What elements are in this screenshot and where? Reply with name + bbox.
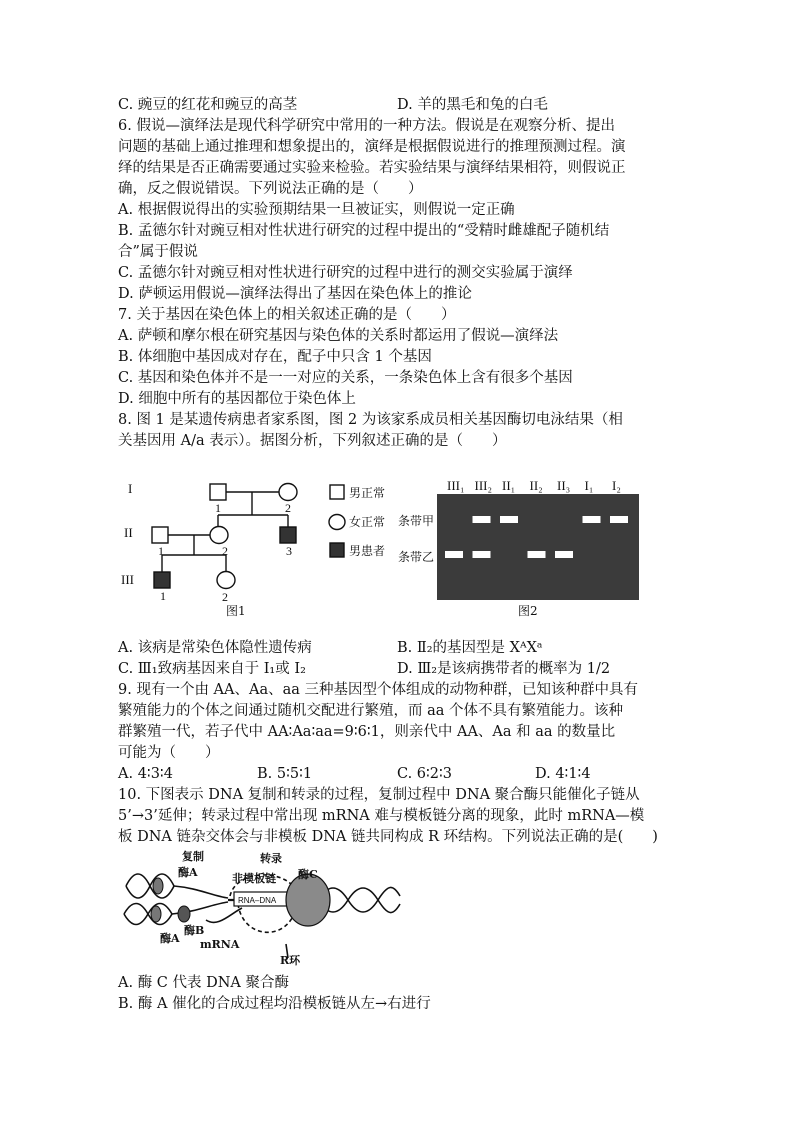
label-transcription: 转录 <box>260 852 282 865</box>
q8-option-a: A. 该病是常染色体隐性遗传病 <box>118 640 312 656</box>
dna-process-figure <box>118 848 408 966</box>
q5-option-d: D. 羊的黑毛和兔的白毛 <box>397 97 548 113</box>
q9-stem-line: 繁殖能力的个体之间通过随机交配进行繁殖，而 aa 个体不具有繁殖能力。该种 <box>118 703 624 719</box>
pedigree-ii3-affected-male <box>280 527 296 543</box>
q6-stem-line: 确，反之假说错误。下列说法正确的是（ ） <box>118 181 423 197</box>
q6-stem-line: 6. 假说—演绎法是现代科学研究中常用的一种方法。假说是在观察分析、提出 <box>118 118 615 134</box>
label-r-loop: R环 <box>280 954 301 966</box>
q9-stem-line: 可能为（ ） <box>118 745 220 761</box>
label-enzyme-b: 酶B <box>184 924 205 937</box>
enzyme-b <box>178 906 190 922</box>
q10-stem-line: 10. 下图表示 DNA 复制和转录的过程，复制过程中 DNA 聚合酶只能催化子链从 <box>118 787 640 803</box>
q7-option-a: A. 萨顿和摩尔根在研究基因与染色体的关系时都运用了假说—演绎法 <box>118 328 559 344</box>
q8-stem-line: 8. 图 1 是某遗传病患者家系图，图 2 为该家系成员相关基因酶切电泳结果（相 <box>118 412 623 428</box>
q9-stem-line: 9. 现有一个由 AA、Aa、aa 三种基因型个体组成的动物种群，已知该种群中具有 <box>118 682 639 698</box>
pedigree-num: 2 <box>285 501 291 515</box>
band-top <box>473 516 491 523</box>
q8-option-c: C. Ⅲ₁致病基因来自于 I₁或 I₂ <box>118 661 306 677</box>
q6-option-d: D. 萨顿运用假说—演绎法得出了基因在染色体上的推论 <box>118 286 472 302</box>
gen-label-ii: II <box>124 525 133 540</box>
q7-stem: 7. 关于基因在染色体上的相关叙述正确的是（ ） <box>118 307 456 323</box>
lane-label: III₁ <box>447 478 465 493</box>
pedigree-i2-female <box>279 484 297 501</box>
gen-label-iii: III <box>121 572 134 587</box>
pedigree-num: 2 <box>222 590 228 604</box>
pedigree-num: 1 <box>160 589 166 603</box>
q7-option-b: B. 体细胞中基因成对存在，配子中只含 1 个基因 <box>118 349 432 365</box>
q7-option-c: C. 基因和染色体并不是一一对应的关系，一条染色体上含有很多个基因 <box>118 370 573 386</box>
lane-label: II₃ <box>557 478 571 493</box>
pedigree-ii2-female <box>210 527 228 544</box>
pedigree-i1-male <box>210 484 226 500</box>
lane-label: III₂ <box>474 478 493 493</box>
q6-stem-line: 绎的结果是否正确需要通过实验来检验。若实验结果与演绎结果相符，则假说正 <box>118 160 626 176</box>
q8-option-b: B. Ⅱ₂的基因型是 XᴬXᵃ <box>397 640 543 656</box>
gel-background <box>437 494 639 600</box>
pedigree-num: 1 <box>158 544 164 558</box>
gen-label-i: I <box>128 481 133 496</box>
lane-label: II₂ <box>529 478 543 493</box>
q9-option-c: C. 6∶2∶3 <box>397 766 453 782</box>
legend-male-label: 男正常 <box>349 486 386 500</box>
legend-female-symbol <box>329 515 345 530</box>
electrophoresis-figure <box>395 477 645 617</box>
lane-label: I₁ <box>584 478 594 493</box>
q9-stem-line: 群繁殖一代，若子代中 AA∶Aa∶aa=9∶6∶1，则亲代中 AA、Aa 和 aa 的数量比 <box>118 724 616 740</box>
legend-affected-symbol <box>330 543 344 557</box>
band-label-top: 条带甲 <box>398 514 435 528</box>
label-enzyme-c: 酶C <box>298 868 318 881</box>
legend-male-symbol <box>330 485 344 499</box>
figure-1-caption: 图1 <box>226 604 246 618</box>
pedigree-num: 2 <box>222 544 228 558</box>
pedigree-figure <box>118 475 388 620</box>
q6-option-c: C. 孟德尔针对豌豆相对性状进行研究的过程中进行的测交实验属于演绎 <box>118 265 573 281</box>
q10-option-b: B. 酶 A 催化的合成过程均沿模板链从左→右进行 <box>118 996 431 1012</box>
band-top <box>583 516 601 523</box>
label-enzyme-a-top: 酶A <box>178 866 198 879</box>
pedigree-ii1-male <box>152 527 168 543</box>
figure-2-caption: 图2 <box>518 604 538 617</box>
label-mrna: mRNA <box>200 938 240 951</box>
q5-option-c: C. 豌豆的红花和豌豆的高茎 <box>118 97 298 113</box>
q8-option-d: D. Ⅲ₂是该病携带者的概率为 1/2 <box>397 661 611 677</box>
lane-label: I₂ <box>612 478 621 493</box>
legend-affected-label: 男患者 <box>349 544 386 558</box>
label-nontemplate-strand: 非模板链 <box>232 872 276 885</box>
q9-option-b: B. 5∶5∶1 <box>257 766 313 782</box>
label-enzyme-a-bottom: 酶A <box>160 932 180 945</box>
q6-stem-line: 问题的基础上通过推理和想象提出的，演绎是根据假说进行的推理预测过程。演 <box>118 139 626 155</box>
band-bottom <box>528 551 546 558</box>
q7-option-d: D. 细胞中所有的基因都位于染色体上 <box>118 391 356 407</box>
band-label-bottom: 条带乙 <box>398 550 435 564</box>
band-bottom <box>555 551 573 558</box>
pedigree-num: 3 <box>286 544 292 558</box>
band-bottom <box>445 551 463 558</box>
band-top <box>500 516 518 523</box>
pedigree-iii1-affected-male <box>154 572 170 588</box>
q10-stem-line: 板 DNA 链杂交体会与非模板 DNA 链共同构成 R 环结构。下列说法正确的是( ) <box>118 829 658 845</box>
enzyme-a-bottom <box>151 906 161 922</box>
q8-stem-line: 关基因用 A/a 表示）。据图分析，下列叙述正确的是（ ） <box>118 433 507 449</box>
q6-option-b-cont: 合”属于假说 <box>118 244 198 260</box>
label-rna-dna: RNA–DNA <box>238 896 277 905</box>
band-top <box>610 516 628 523</box>
legend-female-label: 女正常 <box>349 515 386 529</box>
q10-option-a: A. 酶 C 代表 DNA 聚合酶 <box>118 975 290 991</box>
q6-option-b: B. 孟德尔针对豌豆相对性状进行研究的过程中提出的“受精时雌雄配子随机结 <box>118 223 610 239</box>
label-replication: 复制 <box>182 850 204 863</box>
q10-stem-line: 5’→3’延伸；转录过程中常出现 mRNA 难与模板链分离的现象，此时 mRNA—模 <box>118 808 645 824</box>
q6-option-a: A. 根据假说得出的实验预期结果一旦被证实，则假说一定正确 <box>118 202 515 218</box>
pedigree-num: 1 <box>215 501 221 515</box>
enzyme-c <box>286 874 330 926</box>
pedigree-iii2-female <box>217 572 235 589</box>
enzyme-a-top <box>153 878 163 894</box>
q9-option-a: A. 4∶3∶4 <box>118 766 173 782</box>
q9-option-d: D. 4∶1∶4 <box>535 766 591 782</box>
lane-label: II₁ <box>502 478 516 493</box>
band-bottom <box>473 551 491 558</box>
